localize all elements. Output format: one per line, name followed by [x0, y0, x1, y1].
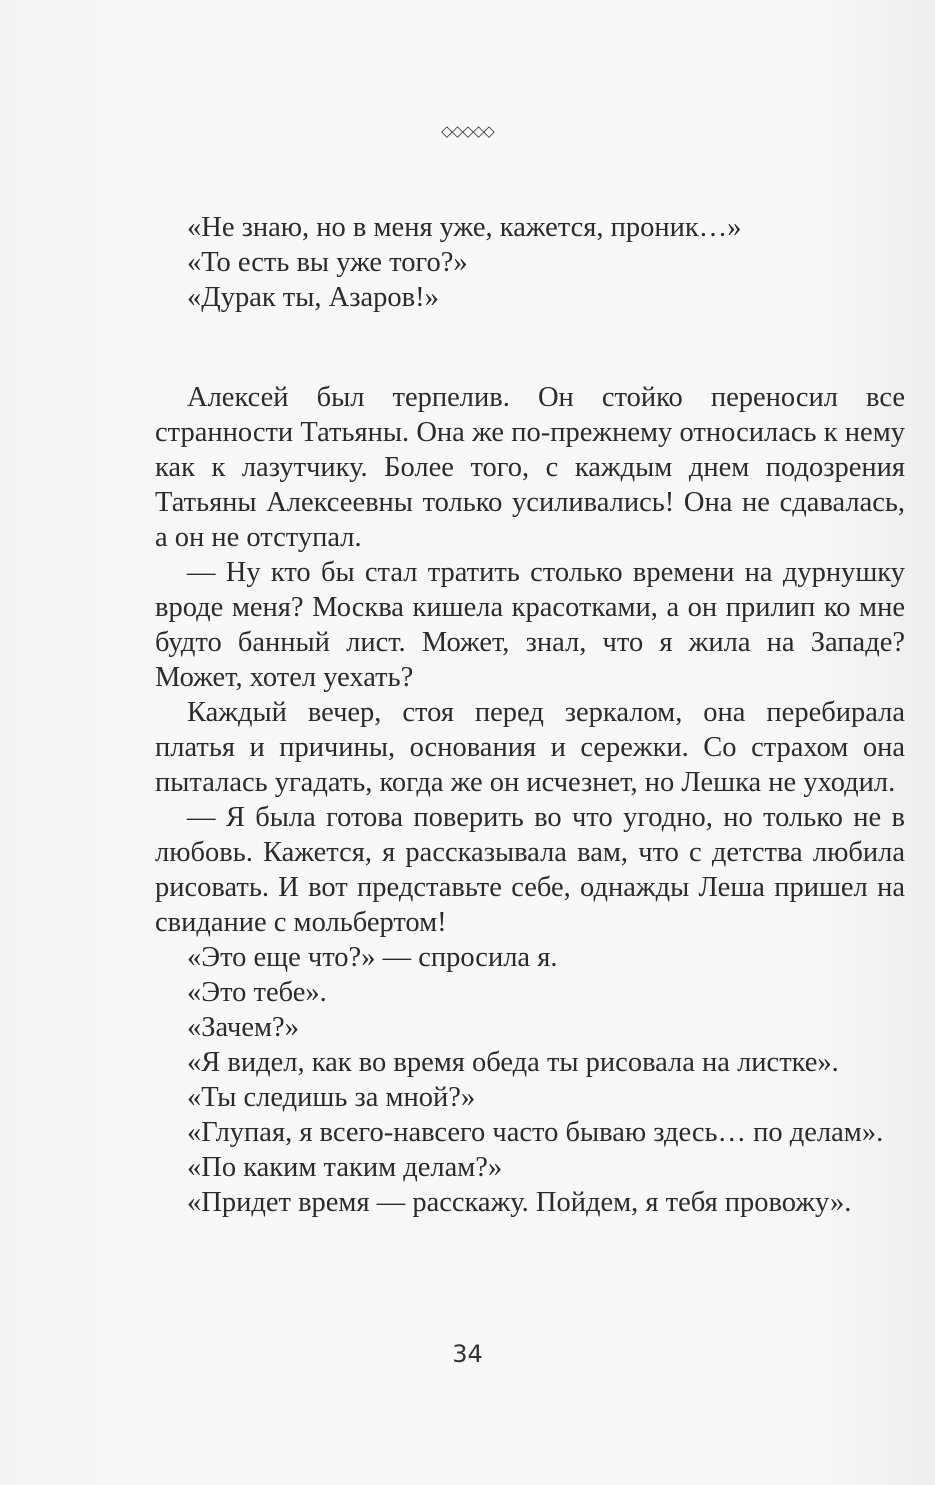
main-text [155, 380, 905, 1220]
section-break-ornament: ◇◇◇◇◇ [441, 122, 494, 140]
paragraph: — Ну кто бы стал тратить столько времени на дурнушку вроде меня? Москва кишела красотками, а он прилип ко мне будто банный лист. Может, знал, что я жила на Западе? Может, хотел уехать? [155, 557, 905, 693]
dialog-line: «Не знаю, но в меня уже, кажется, проник…» [187, 212, 742, 243]
dialog-line: «Это еще что?» — спросила я. [187, 942, 558, 973]
paragraph: — Я была готова поверить во что угодно, но только не в любовь. Кажется, я рассказывала вам, что с детства любила рисовать. И вот представьте себе, однажды Леша пришел на свидание с мольбертом! [155, 802, 905, 938]
paragraph: Каждый вечер, стоя перед зеркалом, она перебирала платья и причины, основания и сережки. Со страхом она пыталась угадать, когда же он исчезнет, но Лешка не уходил. [155, 697, 905, 798]
dialog-line: «Зачем?» [187, 1012, 299, 1043]
dialog-line: «Глупая, я всего-навсего часто бываю здесь… по делам». [187, 1117, 884, 1148]
dialog-line: «Это тебе». [187, 977, 327, 1008]
dialog-line: «То есть вы уже того?» [187, 247, 468, 278]
dialog-line: «Дурак ты, Азаров!» [187, 282, 439, 313]
page-number: 34 [452, 1340, 483, 1368]
dialog-line: «Ты следишь за мной?» [187, 1082, 476, 1113]
dialog-block-top [155, 210, 905, 315]
dialog-line: «Я видел, как во время обеда ты рисовала на листке». [187, 1047, 839, 1078]
paragraph: Алексей был терпелив. Он стойко переносил все странности Татьяны. Она же по-прежнему относилась к нему как к лазутчику. Более того, с каждым днем подозрения Татьяны Алексеевны только усиливались! Она не сдавалась, а он не отступал. [155, 382, 905, 553]
dialog-line: «По каким таким делам?» [187, 1152, 503, 1183]
dialog-line: «Придет время — расскажу. Пойдем, я тебя провожу». [187, 1187, 852, 1218]
